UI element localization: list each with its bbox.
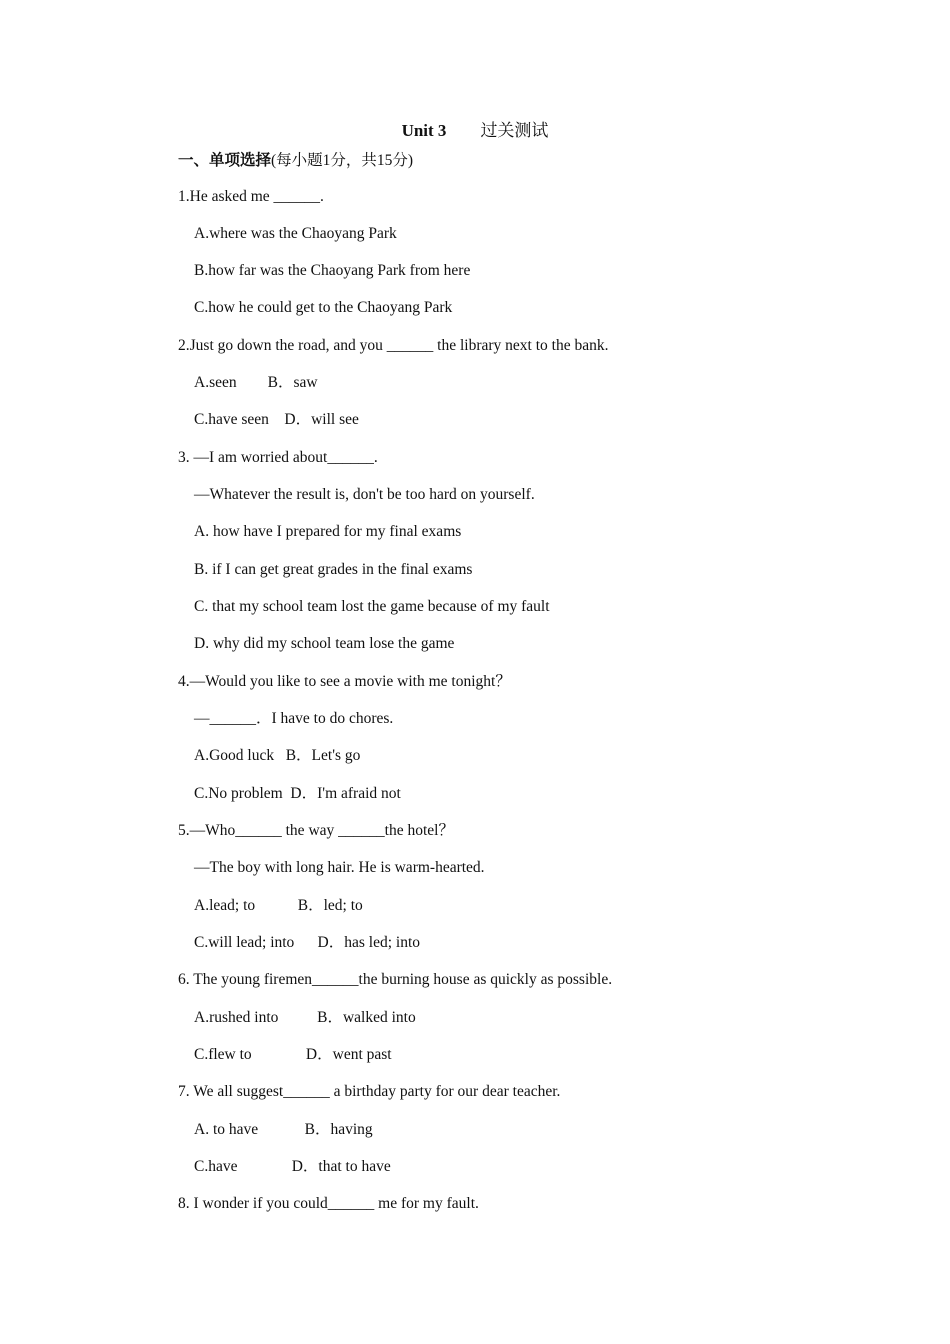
option-line: C.have seen D．will see	[194, 411, 359, 428]
option-line: A. to have B．having	[194, 1121, 373, 1138]
page-title	[0, 116, 950, 141]
option-line: A.seen B．saw	[194, 374, 318, 391]
option-line: C.will lead; into D．has led; into	[194, 934, 421, 951]
question-stem: 5.—Who______ the way ______the hotel？	[178, 822, 454, 839]
option-line: A.rushed into B．walked into	[194, 1009, 416, 1026]
dialogue-line: —______．I have to do chores.	[194, 710, 394, 727]
question-stem: 1.He asked me ______.	[178, 188, 324, 205]
option-line: B. if I can get great grades in the final exams	[194, 561, 473, 578]
dialogue-line: —The boy with long hair. He is warm-hearted.	[194, 859, 485, 876]
option-line: B.how far was the Chaoyang Park from here	[194, 262, 471, 279]
question-stem: 6. The young firemen______the burning house as quickly as possible.	[178, 971, 613, 988]
test-name: 过关测试	[480, 121, 549, 140]
option-line: A.where was the Chaoyang Park	[194, 225, 397, 242]
question-stem: 4.—Would you like to see a movie with me tonight？	[178, 673, 511, 690]
option-line: C. that my school team lost the game because of my fault	[194, 598, 550, 615]
question-stem: 8. I wonder if you could______ me for my fault.	[178, 1195, 479, 1212]
question-stem: 7. We all suggest______ a birthday party for our dear teacher.	[178, 1083, 561, 1100]
option-line: C.have D．that to have	[194, 1158, 391, 1175]
section-heading	[178, 148, 413, 170]
option-line: D. why did my school team lose the game	[194, 635, 455, 652]
option-line: C.how he could get to the Chaoyang Park	[194, 299, 453, 316]
question-stem: 2.Just go down the road, and you ______ the library next to the bank.	[178, 337, 609, 354]
question-stem: 3. —I am worried about______.	[178, 449, 378, 466]
option-line: A.lead; to B．led; to	[194, 897, 363, 914]
option-line: A. how have I prepared for my final exams	[194, 523, 462, 540]
section-title: 一、单项选择	[178, 152, 272, 169]
dialogue-line: —Whatever the result is, don't be too hard on yourself.	[194, 486, 535, 503]
option-line: A.Good luck B．Let's go	[194, 747, 361, 764]
option-line: C.flew to D．went past	[194, 1046, 392, 1063]
section-note: (每小题1分，共15分)	[271, 152, 414, 169]
option-line: C.No problem D．I'm afraid not	[194, 785, 401, 802]
unit-label: Unit 3	[401, 121, 447, 140]
